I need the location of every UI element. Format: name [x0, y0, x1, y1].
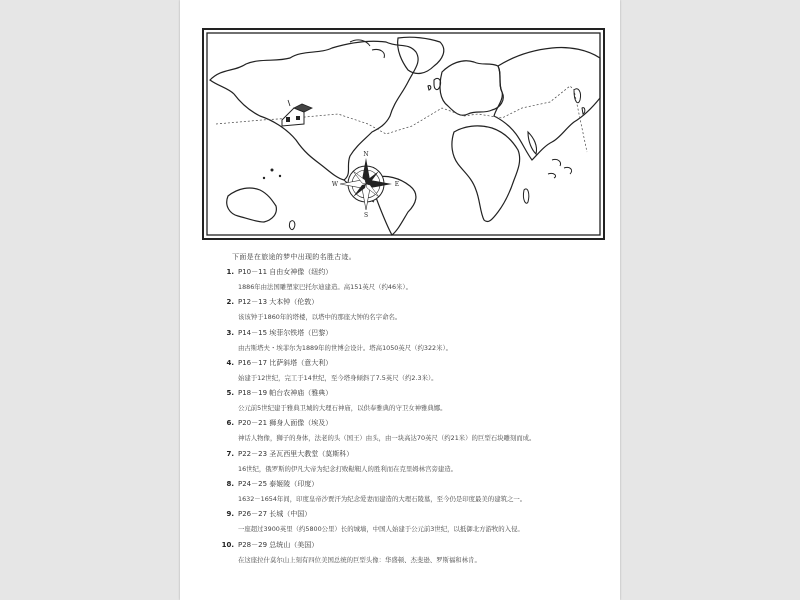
southeast-asia-islands — [548, 159, 572, 178]
landmark-item — [216, 540, 611, 570]
item-title: P28－29 总统山（美国） — [238, 540, 319, 549]
item-description: 始建于12世纪，完工于14世纪，至今塔身倾斜了7.5英尺（约2.3米）。 — [238, 373, 438, 382]
europe-landmass — [440, 61, 503, 116]
landmark-item — [216, 388, 611, 418]
greenland-landmass — [398, 37, 444, 73]
item-title: P26－27 长城（中国） — [238, 510, 312, 519]
item-description: 公元前5世纪建于雅典卫城的大理石神庙，以供奉雅典的守卫女神雅典娜。 — [238, 404, 447, 413]
australia-landmass — [227, 188, 277, 222]
world-map — [202, 28, 605, 240]
compass-north-label: N — [363, 151, 369, 158]
madagascar — [523, 189, 528, 203]
item-number: 6. — [226, 419, 234, 428]
compass-east-label: E — [394, 181, 400, 188]
landmark-item — [216, 479, 611, 509]
item-description: 该该钟于1860年的塔楼，以塔中的那座大钟的名字命名。 — [238, 313, 402, 322]
item-description: 由古斯塔夫・埃菲尔为1889年的世博会设计。塔高1050英尺（约322米）。 — [238, 343, 453, 352]
item-description: 1886年由法国雕塑家巴托尔迪建造。高151英尺（约46米）。 — [238, 283, 412, 291]
item-description: 在这座拉什莫尔山上刻有四位美国总统的巨型头像：华盛顿、杰斐逊、罗斯福和林肯。 — [238, 555, 481, 564]
item-number: 8. — [226, 480, 234, 489]
landmark-item — [216, 267, 611, 297]
travel-route — [216, 86, 587, 152]
intro-text: 下面是在旅途的梦中出现的名胜古迹。 — [232, 253, 357, 261]
item-number: 5. — [226, 389, 234, 398]
item-number: 3. — [226, 328, 234, 337]
item-title: P18－19 帕台农神庙（雅典） — [238, 389, 333, 398]
item-number: 1. — [226, 268, 234, 276]
item-title: P12－13 大本钟（伦敦） — [238, 298, 319, 307]
north-america-landmass — [210, 41, 418, 180]
item-description: 一座超过3900英里（约5800公里）长的城墙，中国人始建于公元前3世纪，以抵御北方游牧的入侵。 — [238, 525, 524, 534]
item-number: 2. — [226, 298, 234, 307]
item-description: 神话人物像，狮子的身体，法老的头（国王）由头，由一块高达70英尺（约21米）的巨型石块雕刻而成。 — [238, 434, 536, 443]
landmark-item — [216, 297, 611, 327]
landmark-item — [216, 418, 611, 448]
british-isles — [428, 78, 441, 90]
landmark-item — [216, 328, 611, 358]
item-title: P24－25 泰姬陵（印度） — [238, 480, 319, 489]
item-number: 4. — [226, 358, 234, 367]
landmark-item — [216, 509, 611, 539]
landmark-item — [216, 449, 611, 479]
item-title: P20－21 狮身人面像（埃及） — [238, 419, 333, 428]
new-zealand — [289, 221, 294, 230]
item-title: P14－15 埃菲尔铁塔（巴黎） — [238, 328, 333, 337]
pacific-island — [279, 175, 281, 177]
africa-landmass — [452, 126, 520, 222]
item-number: 9. — [226, 510, 234, 519]
compass-west-label: W — [331, 181, 339, 188]
compass-south-label: S — [363, 212, 369, 219]
item-description: 16世纪，俄罗斯的伊凡大帝为纪念打败鞑靼人的胜利而在克里姆林宫旁建造。 — [238, 464, 458, 473]
item-title: P10－11 自由女神像（纽约） — [238, 268, 333, 276]
item-title: P22－23 圣瓦西里大教堂（莫斯科） — [238, 449, 354, 458]
item-number: 10. — [221, 540, 234, 549]
item-number: 7. — [226, 449, 234, 458]
item-title: P16－17 比萨斜塔（意大利） — [238, 358, 333, 367]
asia-landmass — [494, 47, 600, 160]
item-description: 1632－1654年间，印度皇帝沙贾汗为纪念爱妻而建造的大理石陵墓，至今仍是印度最美的建筑之一。 — [238, 495, 527, 504]
document-page — [180, 0, 620, 600]
pacific-island — [271, 169, 274, 172]
flying-house-illustration — [282, 100, 312, 126]
india-peninsula — [528, 132, 537, 154]
compass-rose — [332, 151, 399, 219]
pacific-island — [263, 177, 265, 179]
japan-islands — [574, 89, 585, 114]
landmark-item — [216, 358, 611, 388]
landmark-list — [216, 267, 611, 570]
